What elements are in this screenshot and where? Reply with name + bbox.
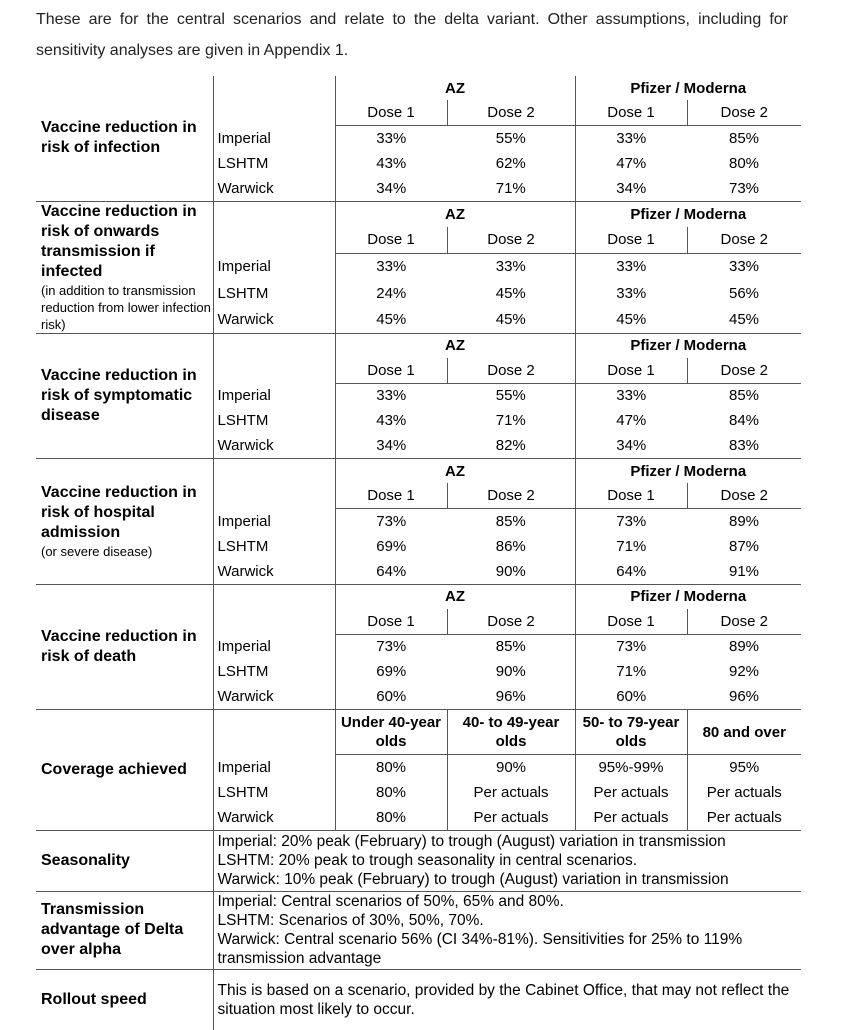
model-column-spacer: [213, 333, 335, 383]
value-cell: 90%: [495, 663, 526, 680]
value-cell: 24%: [335, 280, 447, 306]
section-header-row: [36, 584, 801, 609]
model-name: LSHTM: [213, 151, 335, 176]
value-cell: 34%: [335, 433, 447, 459]
seasonality-text: [213, 830, 801, 891]
model-name: Warwick: [213, 176, 335, 202]
text-line: LSHTM: 20% peak to trough seasonality in central scenarios.: [217, 852, 638, 869]
value-cell: 80%: [335, 780, 447, 805]
value-cell: 43%: [335, 151, 447, 176]
value-cell: 60%: [575, 684, 687, 710]
seasonality-row: [36, 830, 801, 891]
model-column-spacer: [213, 459, 335, 509]
value-cell: 33%: [335, 254, 447, 280]
section-header-row: [36, 76, 801, 100]
value-cell: 85%: [495, 512, 526, 530]
dose-header: Dose 2: [687, 609, 801, 635]
dose-header: Dose 1: [575, 227, 687, 254]
value-cell: 95%-99%: [575, 755, 687, 780]
dose-header: Dose 1: [575, 609, 687, 635]
value-cell: 43%: [335, 408, 447, 433]
value-cell: 45%: [495, 310, 526, 328]
value-cell: 96%: [728, 688, 760, 705]
age-group-header: Under 40-year olds: [335, 710, 447, 755]
row-label: [36, 76, 213, 201]
model-column-spacer: [213, 201, 335, 254]
coverage-header-row: [36, 710, 801, 755]
vaccine-header-pfizer: Pfizer / Moderna: [575, 76, 801, 100]
value-cell: 34%: [575, 433, 687, 459]
value-cell: 33%: [575, 383, 687, 408]
model-name: Warwick: [213, 433, 335, 459]
text-line: Imperial: Central scenarios of 50%, 65% and 80%.: [217, 893, 564, 910]
value-cell: Per actuals: [447, 805, 575, 831]
value-cell: 80%: [728, 154, 760, 172]
model-name: Imperial: [213, 254, 335, 280]
model-name: Imperial: [213, 634, 335, 659]
value-cell: 84%: [728, 412, 760, 429]
dose-header: Dose 1: [335, 227, 447, 254]
value-cell: 91%: [728, 562, 760, 580]
value-cell: 89%: [728, 512, 760, 530]
section-header-row: [36, 333, 801, 358]
value-cell: 73%: [335, 509, 447, 534]
value-cell: 73%: [728, 179, 760, 197]
dose-header: Dose 2: [447, 227, 575, 254]
vaccine-header-az: AZ: [335, 76, 575, 100]
value-cell: 60%: [335, 684, 447, 710]
vaccine-header-az: AZ: [335, 333, 575, 358]
value-cell: Per actuals: [687, 805, 801, 831]
dose-header: Dose 1: [335, 100, 447, 126]
value-cell: 92%: [728, 663, 760, 680]
value-cell: 83%: [728, 437, 760, 454]
value-cell: 47%: [575, 151, 687, 176]
rollout-row: [36, 969, 801, 1030]
value-cell: 33%: [575, 126, 687, 151]
section-header-row: [36, 201, 801, 227]
value-cell: 73%: [575, 634, 687, 659]
intro-paragraph: These are for the central scenarios and relate to the delta variant. Other assumptions, including for sensitivity analyses are given in Appendix 1.: [36, 11, 788, 59]
value-cell: 82%: [495, 437, 526, 454]
value-cell: 62%: [495, 154, 526, 172]
vaccine-header-az: AZ: [335, 201, 575, 227]
value-cell: 71%: [575, 659, 687, 684]
row-label: Rollout speed: [36, 969, 213, 1030]
value-cell: 73%: [335, 634, 447, 659]
value-cell: 64%: [575, 559, 687, 585]
value-cell: 71%: [575, 534, 687, 559]
value-cell: 86%: [495, 537, 526, 555]
value-cell: 33%: [335, 126, 447, 151]
value-cell: 96%: [495, 688, 526, 705]
model-name: LSHTM: [213, 534, 335, 559]
value-cell: 71%: [495, 179, 526, 197]
transmission-text: [213, 891, 801, 969]
rollout-text: This is based on a scenario, provided by the Cabinet Office, that may not reflect the situation most likely to occur.: [213, 969, 801, 1030]
value-cell: 45%: [495, 284, 526, 302]
dose-header: Dose 2: [687, 483, 801, 509]
model-name: LSHTM: [213, 780, 335, 805]
transmission-row: [36, 891, 801, 969]
row-label-text: Vaccine reduction in risk of symptomatic disease: [41, 366, 197, 424]
row-label-text: Vaccine reduction in risk of hospital admission: [41, 483, 197, 541]
model-name: LSHTM: [213, 408, 335, 433]
value-cell: 80%: [335, 755, 447, 780]
value-cell: 34%: [335, 176, 447, 202]
value-cell: 33%: [495, 258, 526, 276]
value-cell: 85%: [728, 387, 760, 405]
row-label: [36, 333, 213, 459]
dose-header: Dose 1: [335, 358, 447, 384]
value-cell: 56%: [728, 284, 760, 302]
value-cell: 33%: [335, 383, 447, 408]
assumptions-table: [36, 76, 801, 1030]
row-label: Seasonality: [36, 830, 213, 891]
model-name: Imperial: [213, 126, 335, 151]
value-cell: Per actuals: [447, 780, 575, 805]
vaccine-header-pfizer: Pfizer / Moderna: [575, 333, 801, 358]
value-cell: 95%: [687, 755, 801, 780]
vaccine-header-az: AZ: [335, 459, 575, 484]
value-cell: 45%: [728, 310, 760, 328]
model-column-spacer: [213, 584, 335, 634]
model-name: Imperial: [213, 383, 335, 408]
row-label-subtext: (in addition to transmission reduction from lower infection risk): [41, 282, 211, 332]
row-label-text: Vaccine reduction in risk of infection: [41, 119, 197, 157]
vaccine-header-pfizer: Pfizer / Moderna: [575, 459, 801, 484]
section-header-row: [36, 459, 801, 484]
vaccine-header-pfizer: Pfizer / Moderna: [575, 584, 801, 609]
value-cell: Per actuals: [687, 780, 801, 805]
text-line: Imperial: 20% peak (February) to trough (August) variation in transmission: [217, 833, 726, 850]
row-label-text: Vaccine reduction in risk of death: [41, 627, 197, 665]
age-group-header: 80 and over: [687, 710, 801, 755]
model-name: LSHTM: [213, 659, 335, 684]
value-cell: 87%: [728, 537, 760, 555]
text-line: Warwick: Central scenario 56% (CI 34%-81%). Sensitivities for 25% to 119% transmission advantage: [217, 931, 743, 967]
vaccine-header-pfizer: Pfizer / Moderna: [575, 201, 801, 227]
row-label: Transmission advantage of Delta over alpha: [36, 891, 213, 969]
value-cell: 73%: [575, 509, 687, 534]
model-name: Warwick: [213, 684, 335, 710]
row-label-subtext: (or severe disease): [41, 543, 153, 559]
model-name: Warwick: [213, 306, 335, 333]
dose-header: Dose 2: [447, 609, 575, 635]
value-cell: 71%: [495, 412, 526, 429]
dose-header: Dose 1: [575, 358, 687, 384]
value-cell: Per actuals: [575, 805, 687, 831]
value-cell: 45%: [335, 306, 447, 333]
value-cell: 85%: [728, 129, 760, 147]
value-cell: 55%: [495, 129, 526, 147]
dose-header: Dose 2: [447, 358, 575, 384]
dose-header: Dose 2: [687, 358, 801, 384]
vaccine-header-az: AZ: [335, 584, 575, 609]
value-cell: 33%: [575, 280, 687, 306]
dose-header: Dose 1: [575, 483, 687, 509]
value-cell: 90%: [447, 755, 575, 780]
value-cell: 69%: [335, 534, 447, 559]
dose-header: Dose 1: [575, 100, 687, 126]
value-cell: 34%: [575, 176, 687, 202]
age-group-header: 40- to 49-year olds: [447, 710, 575, 755]
value-cell: 33%: [575, 254, 687, 280]
model-name: Warwick: [213, 805, 335, 831]
value-cell: 47%: [575, 408, 687, 433]
value-cell: 89%: [728, 638, 760, 656]
age-group-header: 50- to 79-year olds: [575, 710, 687, 755]
row-label: Coverage achieved: [36, 710, 213, 831]
value-cell: 33%: [728, 258, 760, 276]
row-label: [36, 584, 213, 710]
row-label-text: Vaccine reduction in risk of onwards transmission if infected: [41, 202, 197, 280]
model-name: Imperial: [213, 509, 335, 534]
value-cell: 80%: [335, 805, 447, 831]
value-cell: 85%: [495, 638, 526, 656]
value-cell: 45%: [575, 306, 687, 333]
model-name: LSHTM: [213, 280, 335, 306]
dose-header: Dose 2: [447, 483, 575, 509]
row-label: [36, 201, 213, 333]
value-cell: 69%: [335, 659, 447, 684]
dose-header: Dose 2: [687, 227, 801, 254]
value-cell: 55%: [495, 387, 526, 405]
value-cell: Per actuals: [575, 780, 687, 805]
dose-header: Dose 1: [335, 609, 447, 635]
model-column-spacer: [213, 710, 335, 755]
model-name: Imperial: [213, 755, 335, 780]
value-cell: 90%: [495, 562, 526, 580]
row-label: [36, 459, 213, 585]
dose-header: Dose 2: [447, 100, 575, 126]
value-cell: 64%: [335, 559, 447, 585]
model-name: Warwick: [213, 559, 335, 585]
dose-header: Dose 1: [335, 483, 447, 509]
text-line: Warwick: 10% peak (February) to trough (August) variation in transmission: [217, 871, 729, 888]
model-column-spacer: [213, 76, 335, 126]
dose-header: Dose 2: [687, 100, 801, 126]
text-line: LSHTM: Scenarios of 30%, 50%, 70%.: [217, 912, 484, 929]
